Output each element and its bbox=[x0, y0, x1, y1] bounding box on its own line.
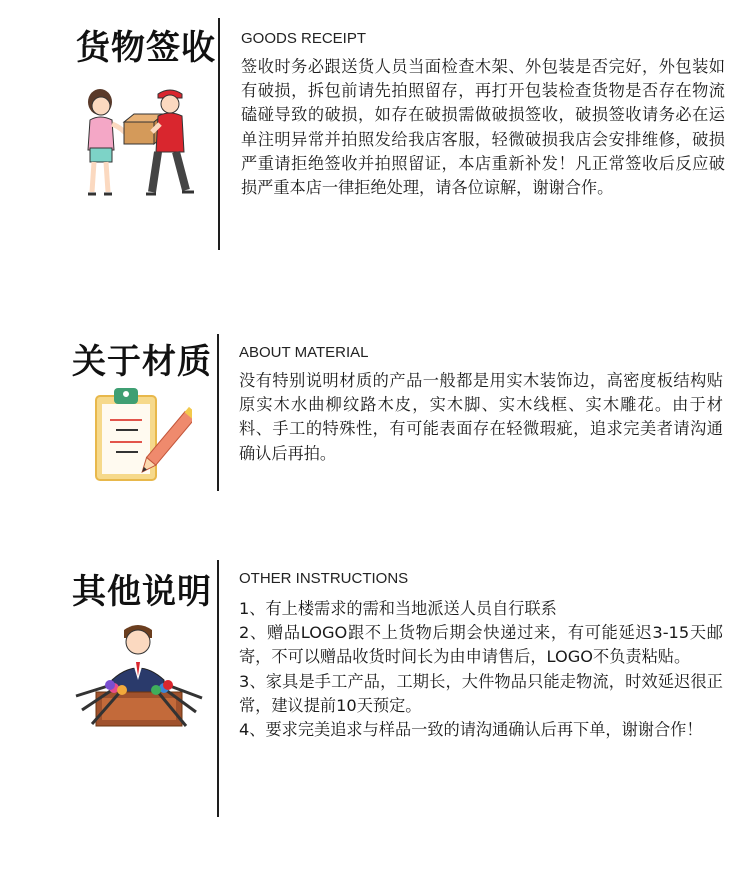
clipboard-pencil-icon bbox=[92, 386, 192, 486]
divider-line bbox=[217, 334, 219, 491]
divider-line bbox=[217, 560, 219, 817]
section-heading: OTHER INSTRUCTIONS bbox=[239, 570, 409, 587]
section-body bbox=[239, 369, 723, 466]
delivery-person-handing-box-icon bbox=[78, 80, 198, 210]
section-title: 关于材质 bbox=[72, 342, 212, 382]
list-item: 2、赠品LOGO跟不上货物后期会快递过来，有可能延迟3-15天邮寄，不可以赠品收货时间长为由申请售后，LOGO不负责粘贴。 bbox=[239, 623, 723, 667]
section-title: 其他说明 bbox=[72, 572, 212, 612]
paragraph: 签收时务必跟送货人员当面检查木架、外包装是否完好，外包装如有破损，拆包前请先拍照留存，再打开包装检查货物是否存在物流磕碰导致的破损，如存在破损需做破损签收，破损签收请务必在运单注明异常并拍照发给我店客服，轻微破损我店会安排维修，破损严重请拒绝签收并拍照留证，本店重新补发！凡正常签收后反应破损严重本店一律拒绝处理，请各位谅解，谢谢合作。 bbox=[241, 57, 725, 198]
divider-line bbox=[218, 18, 220, 250]
section-body bbox=[239, 597, 723, 742]
speaker-at-podium-icon bbox=[72, 620, 206, 730]
section-heading: ABOUT MATERIAL bbox=[239, 344, 369, 361]
list-item: 3、家具是手工产品，工期长，大件物品只能走物流，时效延迟很正常，建议提前10天预定。 bbox=[239, 671, 723, 715]
section-heading: GOODS RECEIPT bbox=[241, 30, 367, 47]
list-item: 4、要求完美追求与样品一致的请沟通确认后再下单，谢谢合作！ bbox=[239, 720, 703, 740]
section-body bbox=[241, 55, 725, 200]
list-item: 1、有上楼需求的需和当地派送人员自行联系 bbox=[239, 599, 557, 618]
section-title: 货物签收 bbox=[76, 28, 216, 68]
paragraph: 没有特别说明材质的产品一般都是用实木装饰边，高密度板结构贴原实木水曲柳纹路木皮，实木脚、实木线框、实木雕花。由于材料、手工的特殊性，有可能表面存在轻微瑕疵，追求完美者请沟通确认后再拍。 bbox=[239, 371, 723, 463]
